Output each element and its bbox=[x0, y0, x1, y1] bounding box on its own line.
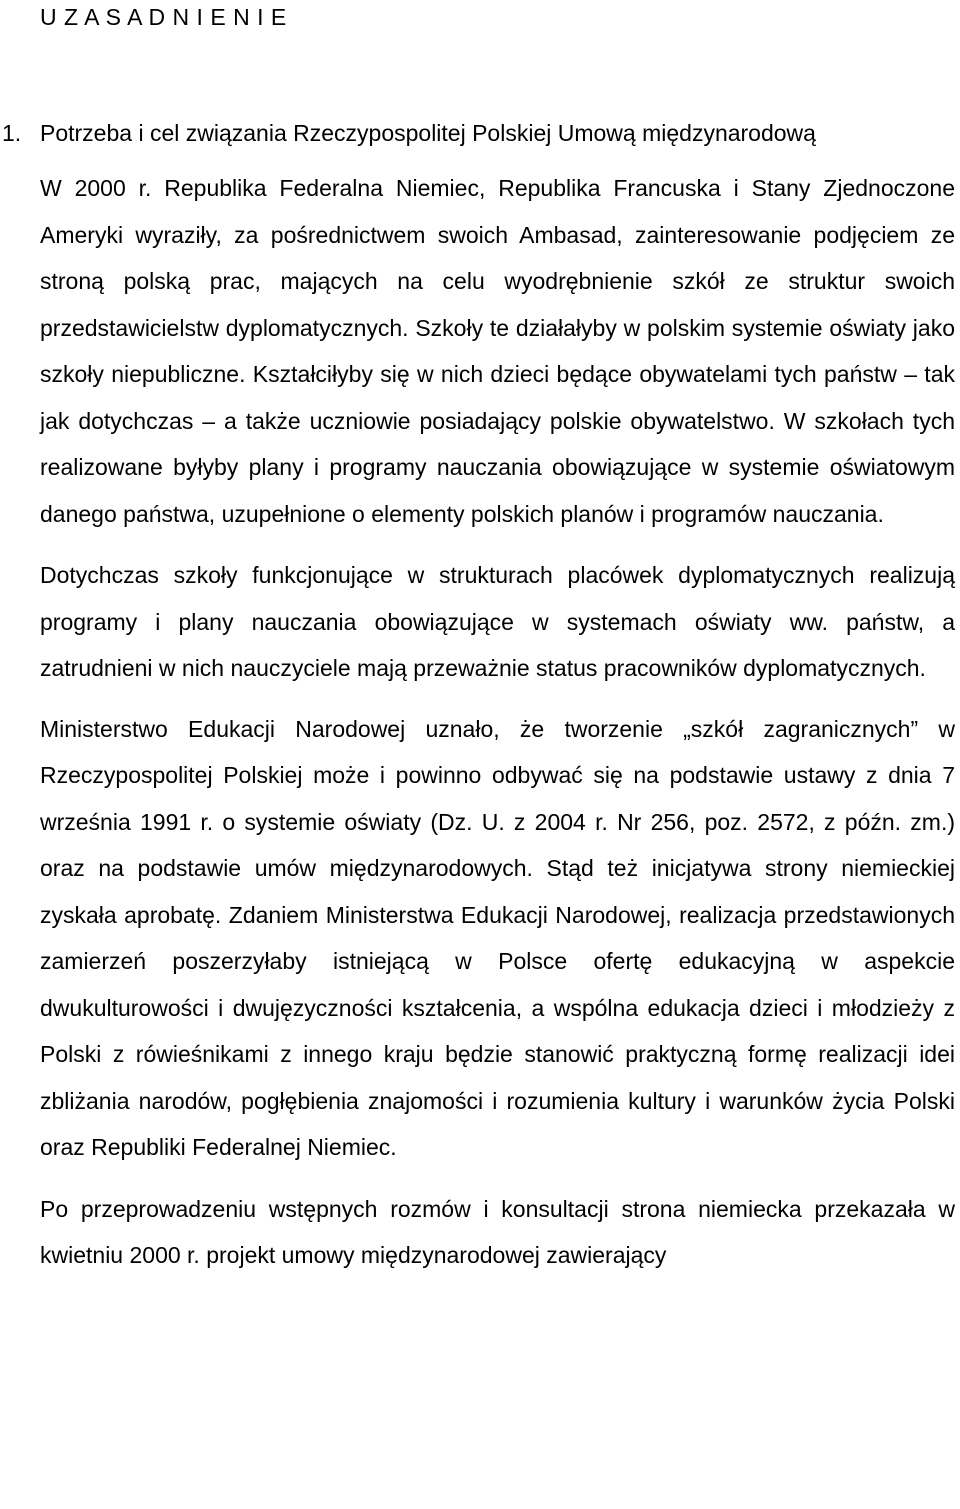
paragraph-1: W 2000 r. Republika Federalna Niemiec, Republika Francuska i Stany Zjednoczone Ameryki wyraziły, za pośrednictwem swoich Ambasad, zainteresowanie podjęciem ze stroną polską prac, mających na celu wyodrębnienie szkół ze struktur swoich przedstawicielstw dyplomatycznych. Szkoły te działałyby w polskim systemie oświaty jako szkoły niepubliczne. Kształciłyby się w nich dzieci będące obywatelami tych państw – tak jak dotychczas – a także uczniowie posiadający polskie obywatelstwo. W szkołach tych realizowane byłyby plany i programy nauczania obowiązujące w systemie oświatowym danego państwa, uzupełnione o elementy polskich planów i programów nauczania. bbox=[40, 175, 955, 527]
paragraph-2: Dotychczas szkoły funkcjonujące w strukturach placówek dyplomatycznych realizują programy i plany nauczania obowiązujące w systemach oświaty ww. państw, a zatrudnieni w nich nauczyciele mają przeważnie status pracowników dyplomatycznych. bbox=[40, 562, 955, 681]
document-title: U Z A S A D N I E N I E bbox=[40, 4, 287, 30]
section-heading bbox=[2, 118, 955, 148]
section-number: 1. bbox=[2, 120, 22, 146]
document-page bbox=[2, 0, 955, 1279]
section-heading-text: Potrzeba i cel związania Rzeczypospolitej Polskiej Umową międzynarodową bbox=[40, 120, 816, 146]
paragraph-4: Po przeprowadzeniu wstępnych rozmów i konsultacji strona niemiecka przekazała w kwietniu 2000 r. projekt umowy międzynarodowej zawierający bbox=[40, 1195, 955, 1268]
paragraph-3: Ministerstwo Edukacji Narodowej uznało, że tworzenie „szkół zagranicznych” w Rzeczypospolitej Polskiej może i powinno odbywać się na podstawie ustawy z dnia 7 września 1991 r. o systemie oświaty (Dz. U. z 2004 r. Nr 256, poz. 2572, z późn. zm.) oraz na podstawie umów międzynarodowych. Stąd też inicjatywa strony niemieckiej zyskała aprobatę. Zdaniem Ministerstwa Edukacji Narodowej, realizacja przedstawionych zamierzeń poszerzyłaby istniejącą w Polsce ofertę edukacyjną w aspekcie dwukulturowości i dwujęzyczności kształcenia, a wspólna edukacja dzieci i młodzieży z Polski z rówieśnikami z innego kraju będzie stanowić praktyczną formę realizacji idei zbliżania narodów, pogłębienia znajomości i rozumienia kultury i warunków życia Polski oraz Republiki Federalnej Niemiec. bbox=[40, 715, 955, 1160]
